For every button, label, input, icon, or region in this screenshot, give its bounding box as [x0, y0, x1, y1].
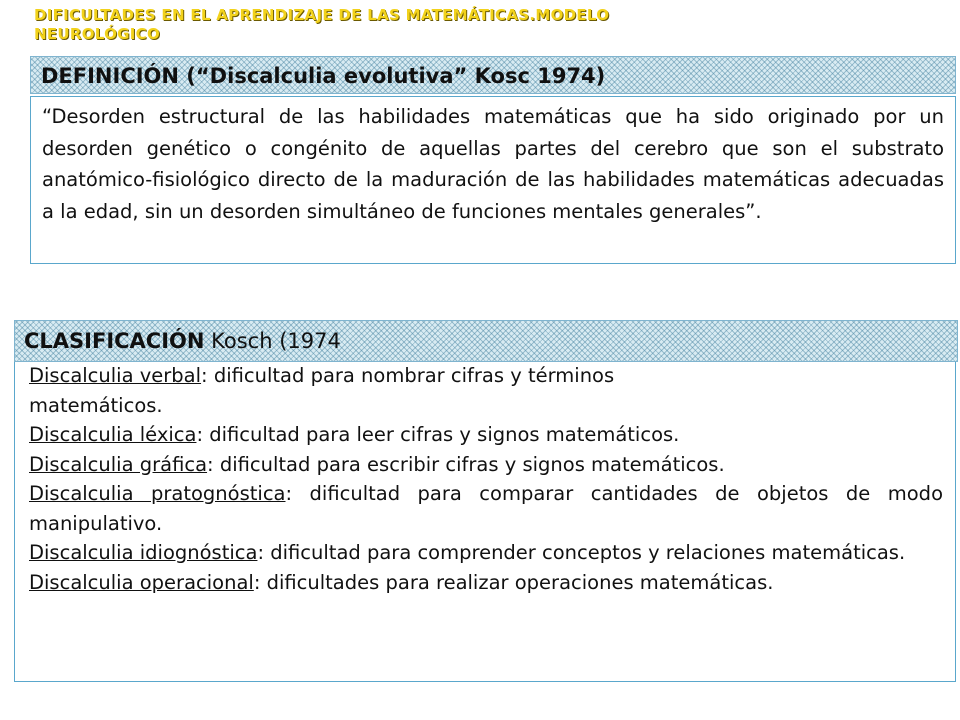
classification-heading-bold: CLASIFICACIÓN: [24, 329, 205, 353]
list-item: [29, 568, 809, 598]
classification-box: [14, 362, 956, 682]
page-title: [34, 6, 834, 44]
page-title-line-1: DIFICULTADES EN EL APRENDIZAJE DE LAS MATEMÁTICAS.MODELO: [34, 6, 610, 24]
item-description: : dificultad para comparar cantidades de objetos de modo manipulativo.: [29, 482, 943, 535]
item-term: Discalculia idiognóstica: [29, 541, 258, 564]
item-term: Discalculia verbal: [29, 364, 202, 387]
item-description: : dificultad para escribir cifras y signos matemáticos.: [207, 452, 725, 476]
list-item: [29, 479, 943, 538]
definition-heading: DEFINICIÓN (“Discalculia evolutiva” Kosc 1974): [41, 64, 606, 88]
item-description: : dificultades para realizar operaciones matemáticas.: [253, 570, 774, 594]
item-term: Discalculia gráfica: [29, 452, 208, 476]
definition-box: [30, 96, 956, 264]
item-term: Discalculia léxica: [29, 423, 197, 446]
list-item: [29, 420, 943, 450]
classification-heading-rest: Kosch (1974: [204, 329, 341, 353]
item-term: Discalculia pratognóstica: [29, 482, 286, 505]
definition-header: [30, 56, 956, 94]
classification-header: [14, 320, 958, 362]
list-item: [29, 450, 943, 480]
classification-list: [29, 361, 943, 597]
item-description: : dificultad para comprender conceptos y relaciones matemáticas.: [257, 541, 906, 564]
item-description: : dificultad para nombrar cifras y términos matemáticos.: [29, 364, 615, 417]
list-item: [29, 538, 943, 568]
item-term: Discalculia operacional: [29, 570, 254, 594]
definition-text: “Desorden estructural de las habilidades matemáticas que ha sido originado por un desorden genético o congénito de aquellas partes del cerebro que son el substrato anatómico-fisiológico directo de la maduración de las habilidades matemáticas adecuadas a la edad, sin un desorden simultáneo de funciones mentales generales”.: [42, 105, 944, 223]
page-title-line-2: NEUROLÓGICO: [34, 25, 161, 43]
list-item: [29, 361, 749, 420]
item-description: : dificultad para leer cifras y signos matemáticos.: [196, 423, 680, 446]
classification-heading: [24, 327, 341, 355]
